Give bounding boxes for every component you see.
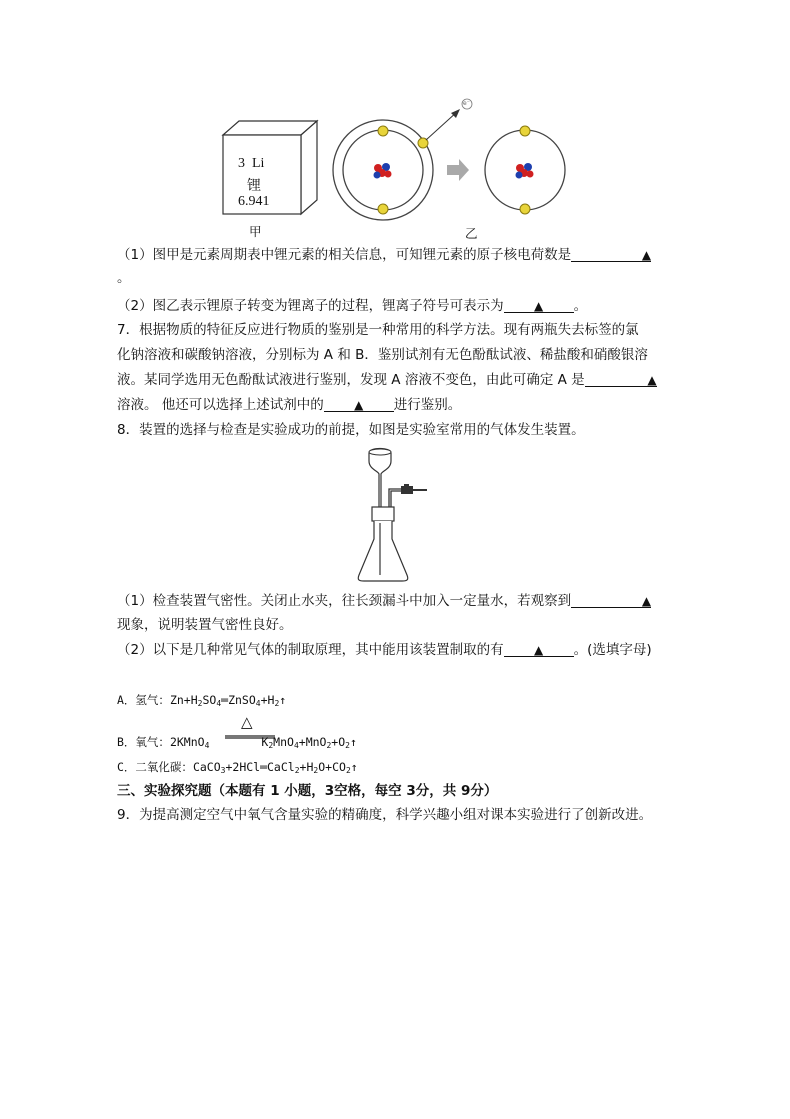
answer-blank[interactable]: ▲: [324, 395, 394, 412]
element-number-symbol: 3 Li: [238, 156, 265, 171]
q8-part1: （1）检查装置气密性。关闭止水夹，往长颈漏斗中加入一定量水，若观察到 ▲: [117, 593, 652, 609]
q7-line3: 液。某同学选用无色酚酞试液进行鉴别，发现 A 溶液不变色，由此可确定 A 是 ▲: [117, 372, 657, 388]
section-3-title: 三、实验探究题（本题有 1 小题，3空格，每空 3分，共 9分）: [117, 783, 498, 799]
equation-a: $Zn+H_2SO_4═ZnSO_4+H_2↑$: [169, 693, 287, 708]
figure-label-yi: 乙: [465, 226, 478, 241]
option-a: A．氢气：$Zn+H_2SO_4═ZnSO_4+H_2↑$: [117, 693, 287, 708]
figure-label-jia: 甲: [249, 224, 262, 239]
answer-blank[interactable]: ▲: [504, 640, 574, 657]
nucleus-icon: [374, 163, 392, 179]
q8-part2: （2）以下是几种常见气体的制取原理，其中能用该装置制取的有 ▲ 。(选填字母): [117, 642, 652, 658]
electron-symbol: e⁻: [463, 100, 470, 107]
q7-line2: 化钠溶液和碳酸钠溶液，分别标为 A 和 B．鉴别试剂有无色酚酞试液、稀盐酸和硝酸银溶: [117, 347, 648, 363]
element-name: 锂: [247, 178, 261, 194]
equation-b: 2KMnO$_4$ $K_2MnO_4+MnO_2+O_2↑$: [169, 735, 357, 750]
q9-line1: 9．为提高测定空气中氧气含量实验的精确度，科学兴趣小组对课本实验进行了创新改进。: [117, 807, 653, 823]
answer-blank[interactable]: ▲: [504, 296, 574, 313]
q7-line1: 7．根据物质的特征反应进行物质的鉴别是一种常用的科学方法。现有两瓶失去标签的氯: [117, 322, 639, 338]
heat-symbol: △: [241, 713, 253, 731]
q7-line4: 溶液。 他还可以选择上述试剂中的 ▲ 进行鉴别。: [117, 397, 462, 413]
answer-blank[interactable]: ▲: [585, 370, 657, 387]
q6-part2: （2）图乙表示锂原子转变为锂离子的过程，锂离子符号可表示为 ▲ 。: [117, 298, 588, 314]
option-b: B．氧气：2KMnO$_4$ $K_2MnO_4+MnO_2+O_2↑$: [117, 735, 357, 750]
q8-line1: 8．装置的选择与检查是实验成功的前提，如图是实验室常用的气体发生装置。: [117, 422, 585, 438]
equation-c: $CaCO_3+2HCl═CaCl_2+H_2O+CO_2↑$: [192, 760, 358, 775]
element-mass: 6.941: [238, 194, 270, 209]
q8-part1-line2: 现象，说明装置气密性良好。: [117, 617, 293, 633]
q6-part1: （1）图甲是元素周期表中锂元素的相关信息，可知锂元素的原子核电荷数是 ▲: [117, 247, 652, 263]
q6-part1-end: 。: [117, 270, 131, 286]
gas-generator-apparatus: [355, 447, 435, 583]
answer-blank[interactable]: ▲: [571, 245, 651, 262]
option-c: C．二氧化碳：$CaCO_3+2HCl═CaCl_2+H_2O+CO_2↑$: [117, 760, 358, 775]
answer-blank[interactable]: ▲: [571, 591, 651, 608]
